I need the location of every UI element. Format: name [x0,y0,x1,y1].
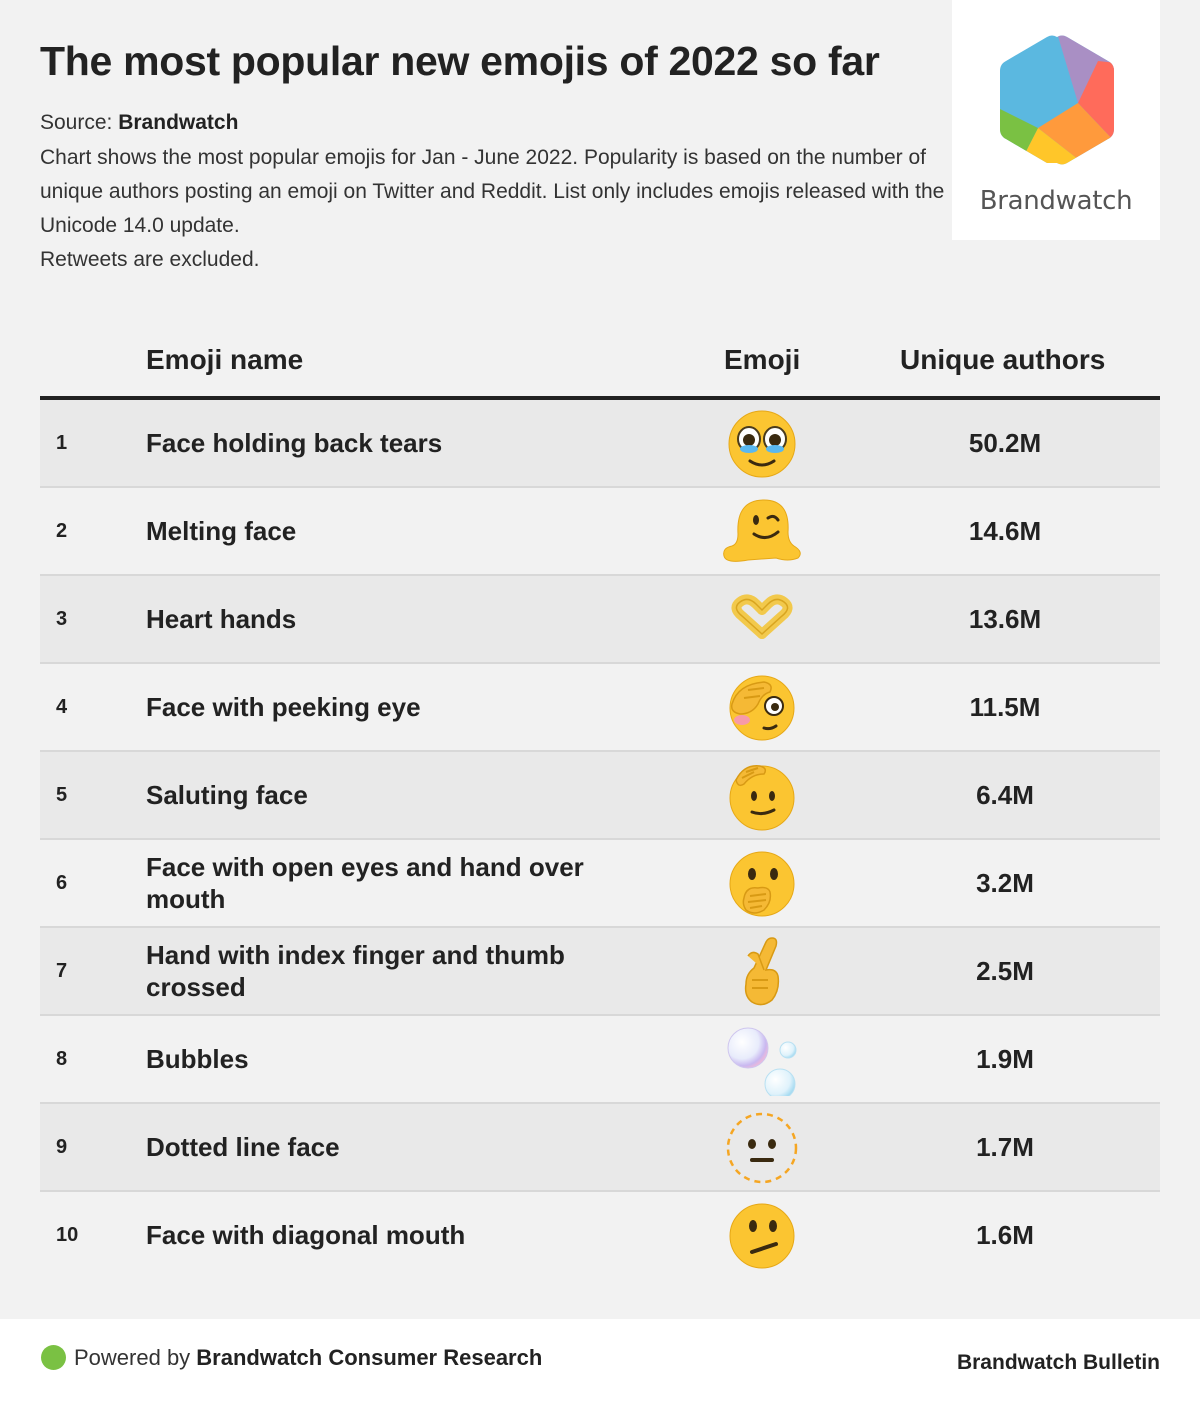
rank-cell: 5 [56,784,68,806]
unique-authors-cell: 1.6M [976,1220,1034,1250]
chart-description: Chart shows the most popular emojis for Jan - June 2022. Popularity is based on the number of unique authors posting an emoji on Twitter and Reddit. List only includes emojis released with the Unicode 14.0 update. Retweets are excluded. [40,146,945,271]
emoji-name-cell: Bubbles [146,1044,249,1074]
emoji-name-cell: Heart hands [146,604,297,634]
table-row [40,576,1160,664]
dotted-line-face-icon [718,1110,806,1184]
emoji-name-cell: Face with open eyes and hand over mouth [146,852,584,914]
unique-authors-cell: 14.6M [968,516,1042,546]
table-row [40,1192,1160,1278]
melting-face-icon [718,494,806,568]
rank-cell: 4 [56,696,68,718]
unique-authors-cell: 2.5M [976,956,1034,986]
emoji-name-cell: Hand with index finger and thumb crossed [146,940,565,1002]
footer [0,1319,1200,1402]
emoji-name-cell: Saluting face [146,780,308,810]
brandwatch-bulletin: Brandwatch Bulletin [956,1351,1160,1374]
brandwatch-logo-text: Brandwatch [979,186,1133,216]
unique-authors-cell: 11.5M [969,692,1041,722]
unique-authors-cell: 50.2M [968,428,1042,458]
header [40,38,945,277]
emoji-table [40,330,1160,1278]
rank-cell: 10 [56,1224,79,1246]
column-header-unique-authors: Unique authors [900,344,1106,375]
emoji-name-cell: Melting face [146,516,297,546]
table-row [40,400,1160,488]
rank-cell: 6 [56,872,68,894]
table-row [40,1104,1160,1192]
rank-cell: 1 [56,432,68,454]
hand-with-index-finger-and-thumb-crossed-icon [718,934,806,1008]
rank-cell: 8 [56,1048,68,1070]
source-prefix: Source: [40,111,119,134]
column-header-emoji: Emoji [724,344,801,375]
table-row [40,1016,1160,1104]
rank-cell: 7 [56,960,68,982]
face-holding-back-tears-icon [718,406,806,480]
table-row [40,488,1160,576]
unique-authors-cell: 1.9M [976,1044,1034,1074]
face-with-open-eyes-and-hand-over-mouth-icon [718,846,806,920]
unique-authors-cell: 13.6M [968,604,1042,634]
page-title: The most popular new emojis of 2022 so far [40,38,880,84]
table-row [40,840,1160,928]
emoji-name-cell: Face with peeking eye [146,692,421,722]
saluting-face-icon [718,758,806,832]
rank-cell: 9 [56,1136,68,1158]
emoji-name-cell: Face holding back tears [146,428,443,458]
brandwatch-logo [952,0,1160,240]
brandwatch-hexagon-icon [998,33,1116,167]
heart-hands-icon [718,582,806,656]
powered-prefix: Powered by [74,1345,197,1370]
bubbles-icon [718,1022,806,1096]
column-header-emoji-name: Emoji name [146,344,304,375]
table-row [40,752,1160,840]
face-with-peeking-eye-icon [718,670,806,744]
table-header [40,330,1160,400]
powered-by [74,1345,542,1371]
powered-name: Brandwatch Consumer Research [196,1345,543,1370]
unique-authors-cell: 6.4M [976,780,1034,810]
emoji-name-cell: Dotted line face [146,1132,340,1162]
emoji-name-cell: Face with diagonal mouth [146,1220,466,1250]
table-row [40,928,1160,1016]
source-line [40,111,940,135]
rank-cell: 2 [56,520,68,542]
unique-authors-cell: 3.2M [976,868,1034,898]
status-dot-icon [41,1345,66,1370]
rank-cell: 3 [56,608,68,630]
face-with-diagonal-mouth-icon [718,1198,806,1272]
table-row [40,664,1160,752]
unique-authors-cell: 1.7M [976,1132,1034,1162]
source-name: Brandwatch [118,111,239,134]
